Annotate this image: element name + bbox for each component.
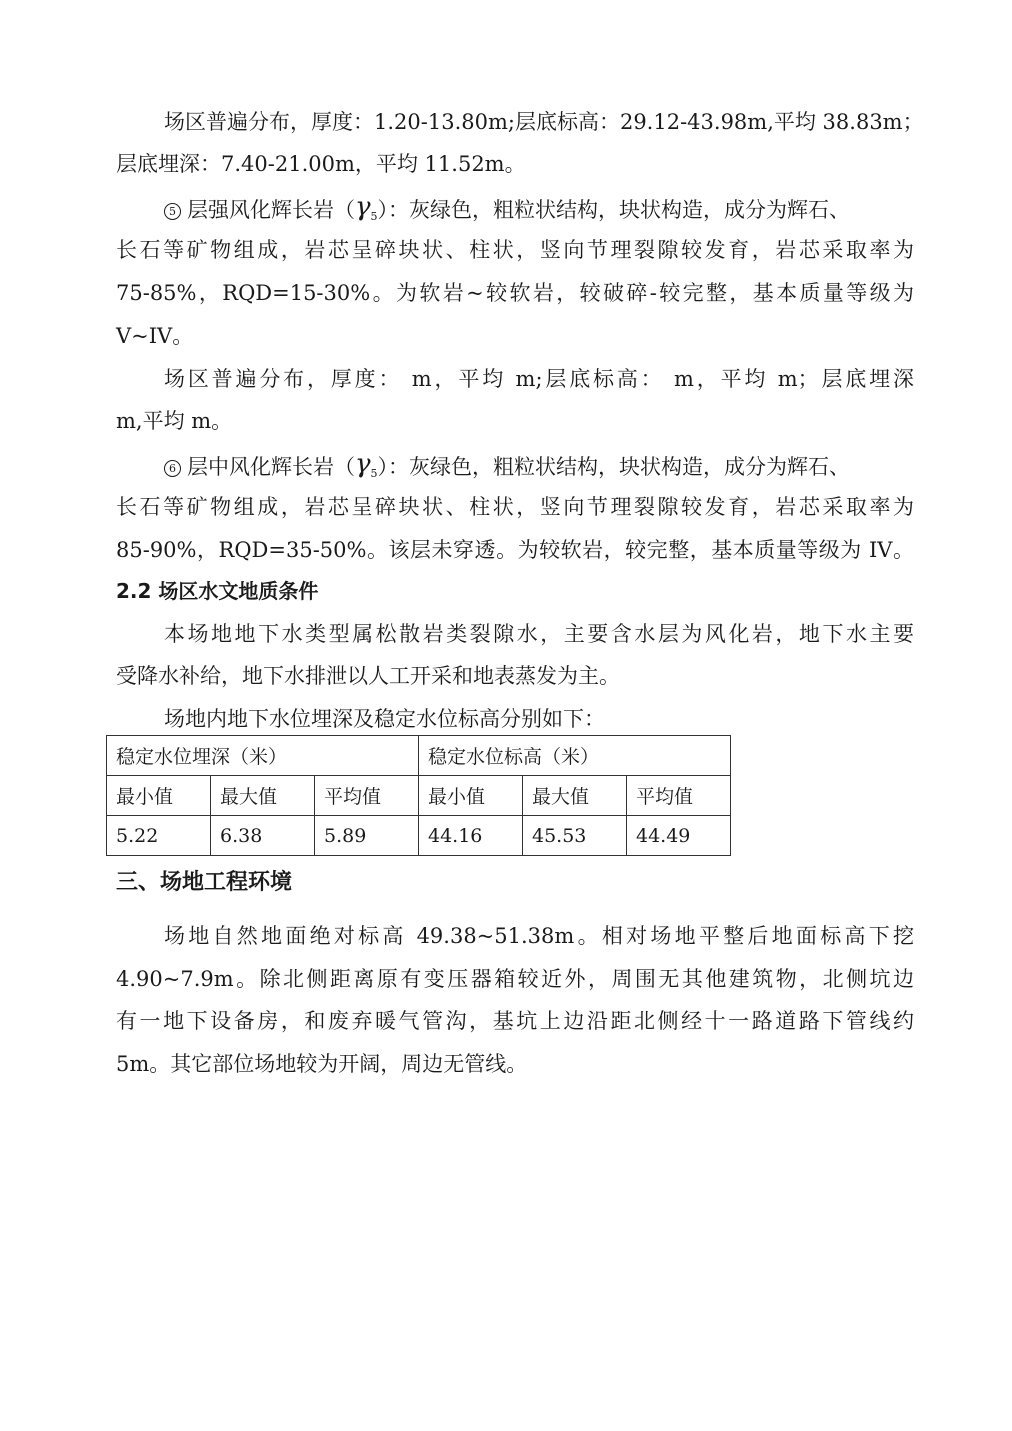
value-elev-max: 45.53	[523, 816, 627, 856]
layer5-suffix: ）：灰绿色，粗粒状结构，块状构造，成分为辉石、	[377, 198, 851, 222]
layer6-gamma-subscript: 5	[370, 467, 378, 480]
layer6-line1	[164, 449, 850, 489]
para2-line2: m,平均 m。	[116, 409, 233, 433]
value-elev-min: 44.16	[419, 816, 523, 856]
header-depth-max: 最大值	[211, 776, 315, 816]
section22-para2: 场地内地下水位埋深及稳定水位标高分别如下：	[164, 707, 605, 731]
value-depth-avg: 5.89	[315, 816, 419, 856]
value-elev-avg: 44.49	[627, 816, 731, 856]
header-depth-avg: 平均值	[315, 776, 419, 816]
para1-line2: 层底埋深：7.40-21.00m，平均 11.52m。	[116, 152, 526, 176]
section-2-2-title: 2.2 场区水文地质条件	[116, 579, 319, 603]
section22-para1-line2: 受降水补给，地下水排泄以人工开采和地表蒸发为主。	[116, 664, 620, 688]
groundwater-table	[106, 735, 731, 856]
layer5-gamma: γ	[355, 192, 371, 222]
layer6-suffix: ）：灰绿色，粗粒状结构，块状构造，成分为辉石、	[377, 455, 851, 479]
para1-line1: 场区普遍分布，厚度：1.20-13.80m;层底标高：29.12-43.98m,平均 38.83m；	[164, 110, 924, 134]
section-3-title: 三、场地工程环境	[116, 870, 293, 895]
layer6-gamma: γ	[355, 449, 371, 479]
layer6-prefix: 层中风化辉长岩（	[187, 455, 355, 479]
header-elev-avg: 平均值	[627, 776, 731, 816]
layer6-line2: 长石等矿物组成，岩芯呈碎块状、柱状，竖向节理裂隙较发育，岩芯采取率为	[116, 495, 914, 519]
header-depth-min: 最小值	[107, 776, 211, 816]
layer6-line3: 85-90%，RQD=35-50%。该层未穿透。为较软岩，较完整，基本质量等级为 IV。	[116, 538, 914, 562]
section3-line1: 场地自然地面绝对标高 49.38~51.38m。相对场地平整后地面标高下挖	[164, 924, 914, 948]
layer5-line2: 长石等矿物组成，岩芯呈碎块状、柱状，竖向节理裂隙较发育，岩芯采取率为	[116, 238, 914, 262]
table-header-row	[107, 776, 731, 816]
section3-line3: 有一地下设备房，和废弃暖气管沟，基坑上边沿距北侧经十一路道路下管线约	[116, 1009, 914, 1033]
layer5-gamma-subscript: 5	[370, 210, 378, 223]
layer5-line1	[164, 192, 850, 232]
header-elev-min: 最小值	[419, 776, 523, 816]
section22-para1-line1: 本场地地下水类型属松散岩类裂隙水，主要含水层为风化岩，地下水主要	[164, 622, 914, 646]
value-depth-min: 5.22	[107, 816, 211, 856]
header-elev-max: 最大值	[523, 776, 627, 816]
value-depth-max: 6.38	[211, 816, 315, 856]
group-elevation-header: 稳定水位标高（米）	[419, 736, 731, 776]
layer5-line3: 75-85%，RQD=15-30%。为软岩~较软岩，较破碎-较完整，基本质量等级为	[116, 281, 914, 305]
para2-line1: 场区普遍分布，厚度： m，平均 m;层底标高： m，平均 m；层底埋深	[164, 367, 914, 391]
table-row	[107, 816, 731, 856]
table-group-row	[107, 736, 731, 776]
section3-line2: 4.90~7.9m。除北侧距离原有变压器箱较近外，周围无其他建筑物，北侧坑边	[116, 967, 914, 991]
group-depth-header: 稳定水位埋深（米）	[107, 736, 419, 776]
layer5-prefix: 层强风化辉长岩（	[187, 198, 355, 222]
section3-line4: 5m。其它部位场地较为开阔，周边无管线。	[116, 1052, 528, 1076]
layer5-number: 5	[164, 203, 181, 220]
layer5-line4: V~IV。	[116, 324, 194, 348]
layer6-number: 6	[164, 460, 181, 477]
